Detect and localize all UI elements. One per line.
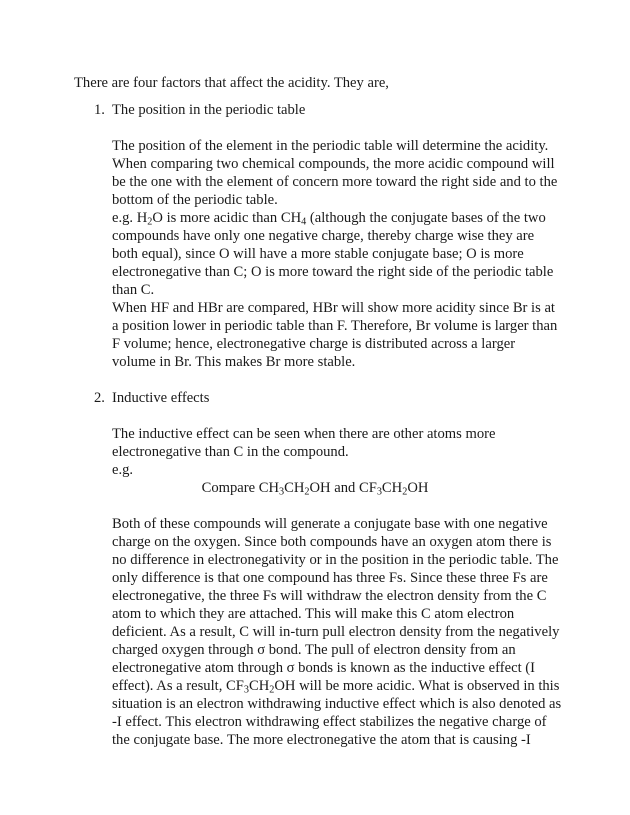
section-2-paragraph-line: atom to which they are attached. This will make this C atom electron	[112, 606, 515, 622]
section-2-paragraph-line: the conjugate base. The more electronegative the atom that is causing -I	[112, 732, 531, 748]
section-2-paragraph-line: situation is an electron withdrawing inductive effect which is also denoted as	[112, 696, 562, 712]
section-2-paragraph-line: electronegative, the three Fs will withdraw the electron density from the C	[112, 588, 547, 604]
section-1-line: When HF and HBr are compared, HBr will show more acidity since Br is at	[112, 300, 555, 316]
section-1-line: be the one with the element of concern more toward the right side and to the	[112, 174, 558, 190]
section-2-paragraph-line: electronegative atom through σ bonds is known as the inductive effect (I	[112, 660, 535, 676]
section-1-line: a position lower in periodic table than F. Therefore, Br volume is larger than	[112, 318, 558, 334]
section-2-heading: Inductive effects	[112, 390, 210, 406]
section-1-line: volume in Br. This makes Br more stable.	[112, 354, 356, 370]
section-1-line: When comparing two chemical compounds, the more acidic compound will	[112, 156, 555, 172]
section-2-paragraph-line: deficient. As a result, C will in-turn pull electron density from the negatively	[112, 624, 560, 640]
section-2-paragraph-line: -I effect. This electron withdrawing effect stabilizes the negative charge of	[112, 714, 547, 730]
section-1-number: 1.	[94, 102, 105, 118]
compare-formula: Compare $CH_3CH_2OH$ and $CF_3CH_2OH$	[201, 480, 429, 498]
section-2-line: e.g.	[112, 462, 134, 478]
section-1-heading: The position in the periodic table	[112, 102, 306, 118]
section-1-line: bottom of the periodic table.	[112, 192, 278, 208]
section-1-line: e.g. $H_2O$ is more acidic than $CH_4$ (although the conjugate bases of the two	[112, 210, 546, 228]
section-1-line: both equal), since O will have a more stable conjugate base; O is more	[112, 246, 524, 262]
section-2-paragraph-line: no difference in electronegativity or in the position in the periodic table. The	[112, 552, 559, 568]
section-1-line: than C.	[112, 282, 155, 298]
section-2-paragraph-line: effect). As a result, $CF_3CH_2OH$ will be more acidic. What is observed in this	[112, 678, 560, 696]
section-2-paragraph-line: charged oxygen through σ bond. The pull of electron density from an	[112, 642, 516, 658]
section-2-paragraph-line: charge on the oxygen. Since both compounds have an oxygen atom there is	[112, 534, 552, 550]
intro-text: There are four factors that affect the acidity. They are,	[74, 75, 389, 91]
section-2-line: electronegative than C in the compound.	[112, 444, 349, 460]
section-2-number: 2.	[94, 390, 105, 406]
section-1-line: The position of the element in the periodic table will determine the acidity.	[112, 138, 549, 154]
section-1-line: compounds have only one negative charge, thereby charge wise they are	[112, 228, 535, 244]
section-2-line: The inductive effect can be seen when there are other atoms more	[112, 426, 496, 442]
section-1-line: F volume; hence, electronegative charge is distributed across a larger	[112, 336, 516, 352]
section-2-paragraph-line: only difference is that one compound has three Fs. Since these three Fs are	[112, 570, 548, 586]
section-2-paragraph-line: Both of these compounds will generate a conjugate base with one negative	[112, 516, 548, 532]
section-1-line: electronegative than C; O is more toward the right side of the periodic table	[112, 264, 554, 280]
